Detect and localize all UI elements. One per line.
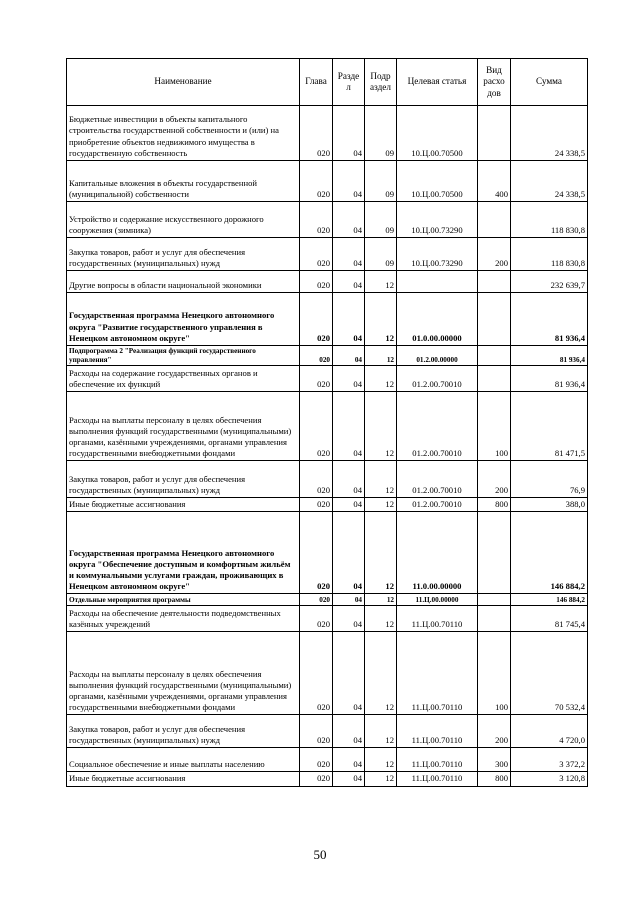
cell-vid [478, 606, 511, 632]
cell-name: Устройство и содержание искусственного дорожного сооружения (зимника) [67, 202, 300, 238]
cell-vid: 200 [478, 715, 511, 748]
cell-name: Иные бюджетные ассигнования [67, 772, 300, 786]
cell-vid [478, 594, 511, 606]
cell-glava: 020 [300, 512, 333, 594]
cell-vid: 100 [478, 632, 511, 715]
cell-razdel: 04 [333, 392, 365, 461]
cell-target: 11.Ц.00.70110 [397, 772, 478, 786]
table-row [67, 392, 588, 461]
cell-podrazdel: 09 [365, 106, 397, 161]
cell-podrazdel: 12 [365, 772, 397, 786]
cell-vid: 300 [478, 748, 511, 772]
table-row [67, 632, 588, 715]
cell-sum: 146 884,2 [511, 512, 588, 594]
cell-name: Подпрограмма 2 "Реализация функций государственного управления" [67, 346, 300, 366]
cell-vid [478, 202, 511, 238]
cell-target: 01.2.00.70010 [397, 498, 478, 512]
cell-sum: 118 830,8 [511, 202, 588, 238]
cell-podrazdel: 12 [365, 594, 397, 606]
table-row [67, 271, 588, 293]
cell-glava: 020 [300, 748, 333, 772]
table-row [67, 772, 588, 786]
cell-podrazdel: 12 [365, 461, 397, 498]
cell-name: Отдельные мероприятия программы [67, 594, 300, 606]
cell-name: Закупка товаров, работ и услуг для обеспечения государственных (муниципальных) нужд [67, 715, 300, 748]
cell-sum: 4 720,0 [511, 715, 588, 748]
table-row [67, 238, 588, 271]
header-razdel: Разде л [333, 59, 365, 106]
cell-sum: 388,0 [511, 498, 588, 512]
cell-podrazdel: 12 [365, 366, 397, 392]
cell-sum: 81 936,4 [511, 293, 588, 346]
cell-glava: 020 [300, 271, 333, 293]
cell-target: 10.Ц.00.73290 [397, 238, 478, 271]
table-row [67, 748, 588, 772]
cell-target: 10.Ц.00.70500 [397, 161, 478, 202]
cell-glava: 020 [300, 238, 333, 271]
cell-name: Расходы на обеспечение деятельности подведомственных казённых учреждений [67, 606, 300, 632]
page-number: 50 [313, 847, 327, 862]
cell-podrazdel: 12 [365, 512, 397, 594]
cell-name: Государственная программа Ненецкого автономного округа "Развитие государственного управления в Ненецком автономном округе" [67, 293, 300, 346]
cell-podrazdel: 12 [365, 715, 397, 748]
cell-podrazdel: 12 [365, 632, 397, 715]
cell-target: 01.2.00.70010 [397, 392, 478, 461]
cell-sum: 81 745,4 [511, 606, 588, 632]
cell-sum: 24 338,5 [511, 106, 588, 161]
cell-razdel: 04 [333, 161, 365, 202]
table-row [67, 366, 588, 392]
table-row [67, 346, 588, 366]
table-row [67, 512, 588, 594]
cell-sum: 3 372,2 [511, 748, 588, 772]
cell-glava: 020 [300, 392, 333, 461]
table-row [67, 594, 588, 606]
header-podrazdel: Подр аздел [365, 59, 397, 106]
cell-name: Государственная программа Ненецкого автономного округа "Обеспечение доступным и комфортным жильём и коммунальными услугами граждан, проживающих в Ненецком автономном округе" [67, 512, 300, 594]
cell-sum: 118 830,8 [511, 238, 588, 271]
table-row [67, 293, 588, 346]
cell-podrazdel: 09 [365, 238, 397, 271]
cell-target: 11.0.00.00000 [397, 512, 478, 594]
cell-glava: 020 [300, 202, 333, 238]
cell-podrazdel: 12 [365, 293, 397, 346]
cell-razdel: 04 [333, 202, 365, 238]
cell-name: Расходы на содержание государственных органов и обеспечение их функций [67, 366, 300, 392]
cell-vid: 100 [478, 392, 511, 461]
cell-podrazdel: 12 [365, 606, 397, 632]
table-row [67, 202, 588, 238]
cell-razdel: 04 [333, 715, 365, 748]
cell-target: 01.2.00.70010 [397, 366, 478, 392]
cell-glava: 020 [300, 461, 333, 498]
table-header-row [67, 59, 588, 106]
cell-glava: 020 [300, 161, 333, 202]
table-row [67, 161, 588, 202]
cell-vid [478, 346, 511, 366]
cell-glava: 020 [300, 594, 333, 606]
cell-vid [478, 271, 511, 293]
cell-razdel: 04 [333, 606, 365, 632]
header-name: Наименование [67, 59, 300, 106]
cell-razdel: 04 [333, 346, 365, 366]
cell-razdel: 04 [333, 632, 365, 715]
cell-vid [478, 293, 511, 346]
cell-vid: 800 [478, 498, 511, 512]
cell-razdel: 04 [333, 748, 365, 772]
cell-vid [478, 106, 511, 161]
budget-table [66, 58, 588, 787]
cell-razdel: 04 [333, 772, 365, 786]
cell-vid: 200 [478, 238, 511, 271]
cell-name: Бюджетные инвестиции в объекты капитального строительства государственной собственности и (или) на приобретение объектов недвижимого имущества в государственную собственность [67, 106, 300, 161]
cell-sum: 3 120,8 [511, 772, 588, 786]
cell-name: Закупка товаров, работ и услуг для обеспечения государственных (муниципальных) нужд [67, 461, 300, 498]
cell-glava: 020 [300, 366, 333, 392]
table-row [67, 461, 588, 498]
table-body [67, 106, 588, 787]
table-row [67, 715, 588, 748]
cell-target: 11.Ц.00.70110 [397, 606, 478, 632]
cell-sum: 76,9 [511, 461, 588, 498]
cell-target: 11.Ц.00.70110 [397, 748, 478, 772]
cell-glava: 020 [300, 498, 333, 512]
cell-sum: 70 532,4 [511, 632, 588, 715]
cell-target: 11.Ц.00.70110 [397, 632, 478, 715]
cell-podrazdel: 12 [365, 271, 397, 293]
cell-glava: 020 [300, 293, 333, 346]
cell-razdel: 04 [333, 366, 365, 392]
cell-razdel: 04 [333, 512, 365, 594]
cell-name: Расходы на выплаты персоналу в целях обеспечения выполнения функций государственными (муниципальными) органами, казёнными учреждениями, органами управления государственными внебюджетными фондами [67, 632, 300, 715]
cell-sum: 146 884,2 [511, 594, 588, 606]
cell-glava: 020 [300, 606, 333, 632]
cell-name: Социальное обеспечение и иные выплаты населению [67, 748, 300, 772]
cell-name: Иные бюджетные ассигнования [67, 498, 300, 512]
cell-podrazdel: 12 [365, 498, 397, 512]
cell-vid: 200 [478, 461, 511, 498]
cell-vid [478, 512, 511, 594]
cell-razdel: 04 [333, 293, 365, 346]
table-row [67, 498, 588, 512]
cell-target [397, 271, 478, 293]
cell-razdel: 04 [333, 271, 365, 293]
table-row [67, 106, 588, 161]
cell-podrazdel: 12 [365, 346, 397, 366]
cell-name: Другие вопросы в области национальной экономики [67, 271, 300, 293]
cell-glava: 020 [300, 715, 333, 748]
cell-target: 01.2.00.00000 [397, 346, 478, 366]
cell-razdel: 04 [333, 238, 365, 271]
cell-podrazdel: 12 [365, 748, 397, 772]
cell-vid: 800 [478, 772, 511, 786]
header-target: Целевая статья [397, 59, 478, 106]
cell-razdel: 04 [333, 461, 365, 498]
header-vid: Вид расхо дов [478, 59, 511, 106]
cell-podrazdel: 09 [365, 202, 397, 238]
cell-sum: 81 936,4 [511, 366, 588, 392]
cell-glava: 020 [300, 106, 333, 161]
cell-podrazdel: 12 [365, 392, 397, 461]
cell-name: Расходы на выплаты персоналу в целях обеспечения выполнения функций государственными (муниципальными) органами, казёнными учреждениями, органами управления государственными внебюджетными фондами [67, 392, 300, 461]
cell-target: 11.Ц.00.70110 [397, 715, 478, 748]
cell-name: Закупка товаров, работ и услуг для обеспечения государственных (муниципальных) нужд [67, 238, 300, 271]
cell-glava: 020 [300, 772, 333, 786]
cell-sum: 81 471,5 [511, 392, 588, 461]
table-row [67, 606, 588, 632]
cell-vid [478, 366, 511, 392]
cell-vid: 400 [478, 161, 511, 202]
cell-sum: 232 639,7 [511, 271, 588, 293]
cell-glava: 020 [300, 632, 333, 715]
cell-target: 01.2.00.70010 [397, 461, 478, 498]
cell-sum: 24 338,5 [511, 161, 588, 202]
header-sum: Сумма [511, 59, 588, 106]
cell-target: 10.Ц.00.70500 [397, 106, 478, 161]
cell-razdel: 04 [333, 498, 365, 512]
cell-target: 01.0.00.00000 [397, 293, 478, 346]
cell-podrazdel: 09 [365, 161, 397, 202]
cell-glava: 020 [300, 346, 333, 366]
header-glava: Глава [300, 59, 333, 106]
cell-razdel: 04 [333, 594, 365, 606]
cell-target: 10.Ц.00.73290 [397, 202, 478, 238]
cell-sum: 81 936,4 [511, 346, 588, 366]
cell-razdel: 04 [333, 106, 365, 161]
cell-target: 11.Ц.00.00000 [397, 594, 478, 606]
cell-name: Капитальные вложения в объекты государственной (муниципальной) собственности [67, 161, 300, 202]
